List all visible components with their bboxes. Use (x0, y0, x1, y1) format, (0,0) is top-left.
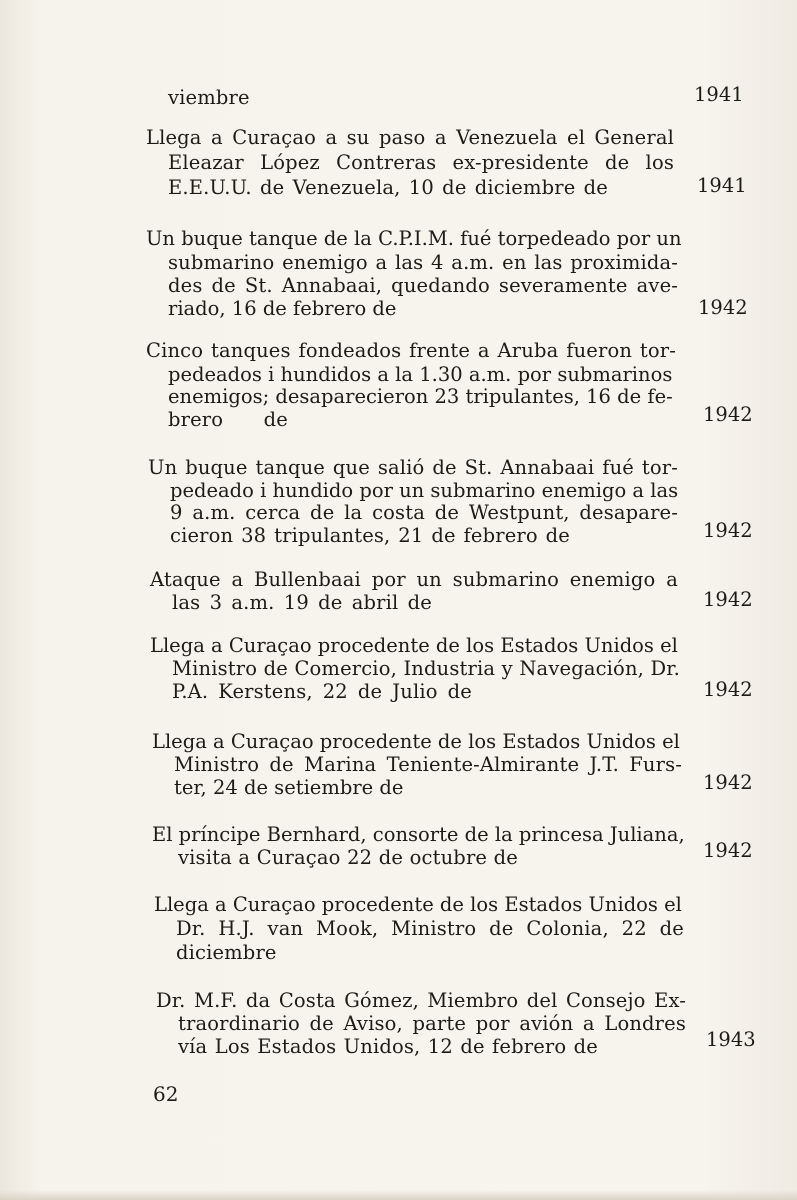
page-edge-shadow (0, 1190, 797, 1200)
entry-line: Ministro de Marina Teniente-Almirante J.T. Furs- (174, 753, 682, 776)
entry-year: 1941 (697, 174, 747, 197)
entry-line: P.A. Kerstens, 22 de Julio de (172, 680, 472, 703)
entry-line: visita a Curaçao 22 de octubre de (178, 846, 518, 869)
entry-line: riado, 16 de febrero de (168, 297, 397, 320)
entry-line: des de St. Annabaai, quedando severamente ave- (168, 274, 678, 297)
entry-line: ter, 24 de setiembre de (174, 776, 404, 799)
entry-line: vía Los Estados Unidos, 12 de febrero de (178, 1035, 598, 1058)
entry-line: Ataque a Bullenbaai por un submarino enemigo a (150, 568, 678, 591)
entry-line: Eleazar López Contreras ex-presidente de los (168, 151, 674, 174)
entry-line: las 3 a.m. 19 de abril de (172, 591, 432, 614)
page-number: 62 (153, 1082, 179, 1106)
entry-year: 1943 (706, 1028, 756, 1051)
entry-line: viembre (168, 86, 250, 109)
entry-year: 1941 (694, 83, 744, 106)
entry-line: pedeado i hundido por un submarino enemigo a las (170, 479, 679, 502)
entry-line: Un buque tanque de la C.P.I.M. fué torpedeado por un (146, 227, 682, 250)
entry-line: pedeados i hundidos a la 1.30 a.m. por submarinos (168, 363, 673, 386)
entry-year: 1942 (703, 771, 753, 794)
entry-year: 1942 (703, 588, 753, 611)
entry-line: Dr. H.J. van Mook, Ministro de Colonia, 22 de (176, 917, 684, 940)
entry-line: Dr. M.F. da Costa Gómez, Miembro del Consejo Ex- (156, 989, 686, 1012)
entry-line: Llega a Curaçao procedente de los Estados Unidos el (154, 893, 682, 916)
entry-year: 1942 (703, 839, 753, 862)
entry-line: Llega a Curaçao procedente de los Estados Unidos el (150, 634, 678, 657)
entry-line: E.E.U.U. de Venezuela, 10 de diciembre de (168, 176, 608, 199)
entry-line: Llega a Curaçao a su paso a Venezuela el General (146, 126, 674, 149)
entry-year: 1942 (703, 403, 753, 426)
entry-line: traordinario de Aviso, parte por avión a Londres (178, 1012, 686, 1035)
entry-line: Cinco tanques fondeados frente a Aruba fueron tor- (146, 339, 676, 362)
entry-line: enemigos; desaparecieron 23 tripulantes, 16 de fe- (168, 385, 673, 408)
entry-year: 1942 (703, 678, 753, 701)
entry-line: Ministro de Comercio, Industria y Navegación, Dr. (172, 657, 680, 680)
entry-line: El príncipe Bernhard, consorte de la princesa Juliana, (152, 823, 685, 846)
entry-line: brero de (168, 408, 288, 431)
entry-line: 9 a.m. cerca de la costa de Westpunt, desapare- (170, 501, 678, 524)
entry-line: Un buque tanque que salió de St. Annabaai fué tor- (148, 456, 678, 479)
entry-line: diciembre (176, 941, 277, 964)
entry-line: cieron 38 tripulantes, 21 de febrero de (170, 524, 570, 547)
entry-line: Llega a Curaçao procedente de los Estados Unidos el (152, 730, 680, 753)
entry-year: 1942 (698, 296, 748, 319)
entry-line: submarino enemigo a las 4 a.m. en las proximida- (168, 251, 678, 274)
entry-year: 1942 (703, 519, 753, 542)
